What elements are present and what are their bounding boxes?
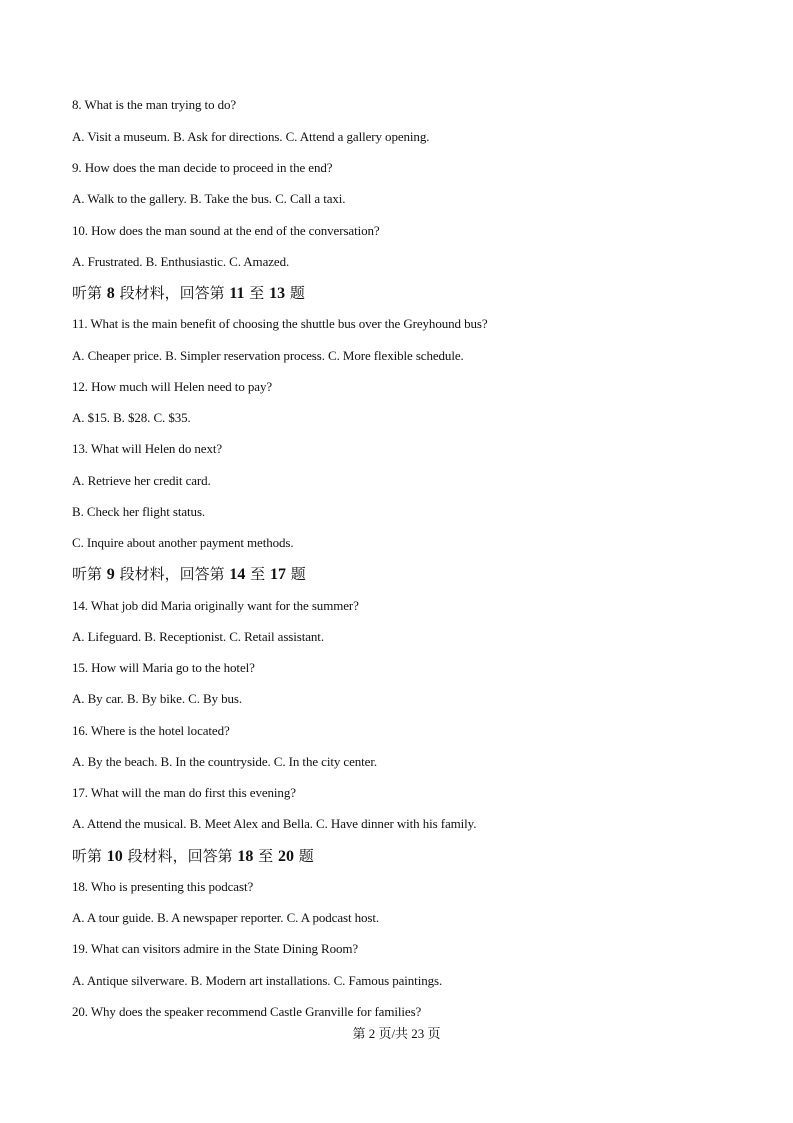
question-8: 8. What is the man trying to do? <box>72 97 237 112</box>
section-heading-8: 听第 8 段材料，回答第 11 至 13 题 <box>72 284 305 302</box>
question-11-options: A. Cheaper price. B. Simpler reservation process. C. More flexible schedule. <box>72 348 464 363</box>
section-heading-10: 听第 10 段材料，回答第 18 至 20 题 <box>72 847 314 865</box>
question-17: 17. What will the man do first this evening? <box>72 785 296 800</box>
question-9: 9. How does the man decide to proceed in the end? <box>72 160 333 175</box>
question-12-options: A. $15. B. $28. C. $35. <box>72 410 191 425</box>
question-13-option-a: A. Retrieve her credit card. <box>72 473 211 488</box>
question-16-options: A. By the beach. B. In the countryside. C. In the city center. <box>72 754 377 769</box>
question-15: 15. How will Maria go to the hotel? <box>72 660 255 675</box>
question-13-option-c: C. Inquire about another payment methods. <box>72 535 294 550</box>
question-18-options: A. A tour guide. B. A newspaper reporter. C. A podcast host. <box>72 910 380 925</box>
question-10-options: A. Frustrated. B. Enthusiastic. C. Amazed. <box>72 254 290 269</box>
question-10: 10. How does the man sound at the end of the conversation? <box>72 223 380 238</box>
question-12: 12. How much will Helen need to pay? <box>72 379 273 394</box>
question-18: 18. Who is presenting this podcast? <box>72 879 254 894</box>
section-heading-9: 听第 9 段材料，回答第 14 至 17 题 <box>72 565 306 583</box>
question-16: 16. Where is the hotel located? <box>72 723 230 738</box>
question-13: 13. What will Helen do next? <box>72 441 223 456</box>
question-20: 20. Why does the speaker recommend Castle Granville for families? <box>72 1004 422 1019</box>
question-11: 11. What is the main benefit of choosing the shuttle bus over the Greyhound bus? <box>72 316 488 331</box>
question-14-options: A. Lifeguard. B. Receptionist. C. Retail assistant. <box>72 629 324 644</box>
question-9-options: A. Walk to the gallery. B. Take the bus. C. Call a taxi. <box>72 191 346 206</box>
question-15-options: A. By car. B. By bike. C. By bus. <box>72 691 243 706</box>
question-19: 19. What can visitors admire in the State Dining Room? <box>72 941 359 956</box>
page-number-footer: 第 2 页/共 23 页 <box>352 1026 441 1041</box>
question-14: 14. What job did Maria originally want for the summer? <box>72 598 359 613</box>
question-8-options: A. Visit a museum. B. Ask for directions. C. Attend a gallery opening. <box>72 129 430 144</box>
question-17-options: A. Attend the musical. B. Meet Alex and Bella. C. Have dinner with his family. <box>72 816 477 831</box>
question-19-options: A. Antique silverware. B. Modern art installations. C. Famous paintings. <box>72 973 443 988</box>
question-13-option-b: B. Check her flight status. <box>72 504 206 519</box>
